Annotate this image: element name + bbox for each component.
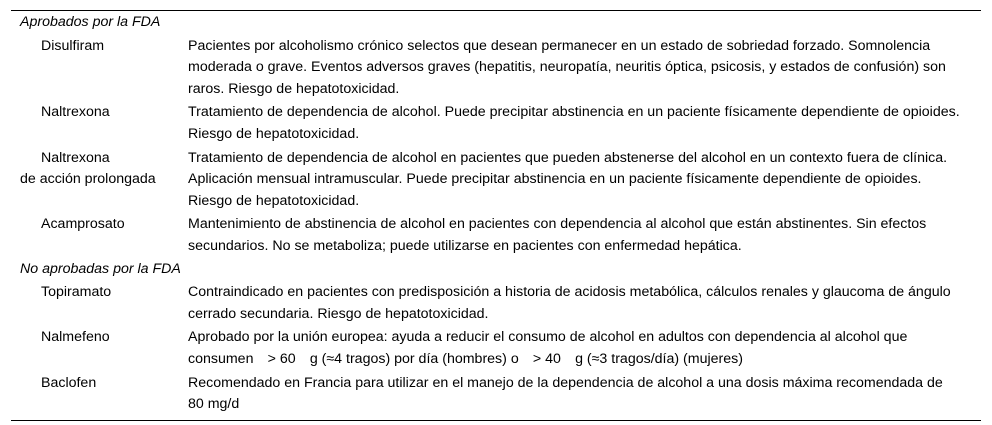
drug-name: Topiramato [41,284,112,301]
drug-description: Tratamiento de dependencia de alcohol en pacientes que pueden abstenerse del alcohol en un contexto fuera de clínica. Aplicación mensual intramuscular. Puede precipitar abstinencia en un paciente físicamente dependiente de opioides. Riesgo de hepatotoxicidad. [188,149,948,209]
drug-name-cell [11,146,188,213]
section-header-row [11,258,981,281]
table-bottom-rule [11,420,981,421]
drug-name-cell [11,371,188,416]
drug-description: Aprobado por la unión europea: ayuda a reducir el consumo de alcohol en adultos con dependencia al alcohol que consumen > 60 g (≈4 tragos) por día (hombres) o > 40 g (≈3 tragos/día) (mujeres) [188,329,908,367]
drug-description: Contraindicado en pacientes con predisposición a historia de acidosis metabólica, cálculos renales y glaucoma de ángulo cerrado secundaria. Riesgo de hepatotoxicidad. [188,284,951,322]
drug-name-cell [11,325,188,370]
table-row [11,34,981,101]
table-row [11,371,981,416]
table-row [11,146,981,213]
table-row [11,100,981,145]
table-row [11,325,981,370]
drug-name-continuation: de acción prolongada [20,171,156,188]
drug-name: Disulfiram [41,37,105,54]
drug-description: Tratamiento de dependencia de alcohol. Puede precipitar abstinencia en un paciente físicamente dependiente de opioides. Riesgo de hepatotoxicidad. [188,104,960,142]
drug-name: Acamprosato [41,216,125,233]
section-header-row [11,11,981,34]
drug-name: Nalmefeno [41,329,110,346]
table-row [11,280,981,325]
section-title: Aprobados por la FDA [20,14,161,30]
drug-description: Mantenimiento de abstinencia de alcohol en pacientes con dependencia al alcohol que están abstinentes. Sin efectos secundarios. No se metaboliza; puede utilizarse en pacientes con enfermedad hepática. [188,216,927,254]
drug-name-cell [11,100,188,145]
section-title: No aprobadas por la FDA [20,260,181,277]
drug-name-cell [11,212,188,257]
drug-name-cell [11,34,188,101]
drug-table [11,11,981,420]
drug-description: Pacientes por alcoholismo crónico selectos que desean permanecer en un estado de sobriedad forzado. Somnolencia moderada o grave. Eventos adversos graves (hepatitis, neuropatía, neuritis óptica, psicosis, y estados de confusión) son raros. Riesgo de hepatotoxicidad. [188,37,946,97]
drug-table-container [11,10,981,421]
table-row [11,212,981,257]
drug-name: Naltrexona [41,104,110,121]
drug-name: Baclofen [41,374,97,391]
drug-name-cell [11,280,188,325]
drug-description: Recomendado en Francia para utilizar en el manejo de la dependencia de alcohol a una dosis máxima recomendada de 80 mg/d [188,374,943,413]
drug-name: Naltrexona [41,149,110,166]
